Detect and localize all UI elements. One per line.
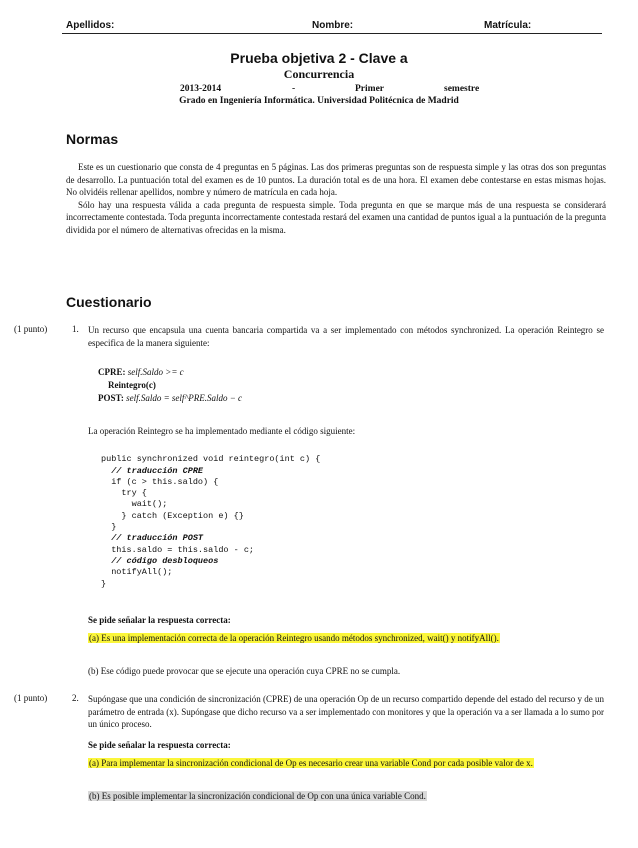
q1-post-expr: self.Saldo = self^PRE.Saldo − c [126, 393, 243, 403]
q1-cpre [98, 366, 184, 379]
q1-option-b[interactable] [88, 665, 604, 678]
q1-cpre-label: CPRE: [98, 367, 126, 377]
header-rule [62, 33, 602, 34]
q2-option-a[interactable] [88, 757, 604, 770]
q1-option-a[interactable] [88, 632, 604, 645]
q1-points: (1 punto) [14, 324, 48, 334]
academic-year: 2013-2014 [180, 84, 222, 94]
normas-paragraph-2: Sólo hay una respuesta válida a cada pregunta de respuesta simple. Toda pregunta en que se marque más de una respuesta se considerará incorrectamente contestada. Toda pregunta incorrectamente contestada restará del examen una cantidad de puntos igual a la puntuación de la pregunta dividida por el número de alternativas ofrecidas en la misma. [66, 199, 606, 235]
code-line: try { [101, 488, 147, 499]
q1-option-b-text: (b) Ese código puede provocar que se ejecute una operación cuya CPRE no se cumpla. [88, 666, 401, 676]
q1-option-a-text: (a) Es una implementación correcta de la operación Reintegro usando métodos synchronized, wait() y notifyAll(). [89, 633, 499, 643]
meta-primer: Primer [355, 84, 385, 94]
q2-option-b-text: (b) Es posible implementar la sincronización condicional de Op con una única variable Cond. [89, 791, 426, 801]
code-line: } catch (Exception e) {} [101, 510, 244, 521]
normas-heading: Normas [66, 131, 119, 147]
q1-post-label: POST: [98, 393, 124, 403]
code-line: if (c > this.saldo) { [101, 476, 219, 487]
q2-points: (1 punto) [14, 693, 48, 703]
q1-se-pide: Se pide señalar la respuesta correcta: [88, 615, 231, 625]
q2-option-b[interactable] [88, 790, 604, 803]
code-line: } [101, 522, 117, 533]
q1-operation: Reintegro(c) [108, 380, 156, 390]
q1-number: 1. [72, 324, 79, 334]
q1-code-block [101, 443, 320, 601]
q2-number: 2. [72, 693, 79, 703]
code-line: // traducción CPRE [101, 465, 204, 476]
meta-semestre: semestre [444, 84, 480, 94]
code-line: wait(); [101, 499, 168, 510]
cuestionario-heading: Cuestionario [66, 294, 152, 310]
meta-dash: - [292, 84, 296, 94]
q1-impl-text: La operación Reintegro se ha implementado mediante el código siguiente: [88, 426, 356, 436]
page-title: Prueba objetiva 2 - Clave a [230, 50, 408, 66]
degree-line: Grado en Ingeniería Informática. Universidad Politécnica de Madrid [179, 96, 459, 106]
normas-paragraph-1: Este es un cuestionario que consta de 4 preguntas en 5 páginas. Las dos primeras preguntas son de respuesta simple y las otras dos son preguntas de desarrollo. La puntuación total del examen es de 10 puntos. La duración total es de una hora. El examen debe contestarse en estas mismas hojas. No olvidéis rellenar apellidos, nombre y número de matrícula en cada hoja. [66, 162, 606, 198]
code-line: // código desbloqueos [101, 555, 219, 566]
page-subtitle: Concurrencia [283, 67, 355, 81]
code-line: notifyAll(); [101, 567, 173, 578]
q2-text: Supóngase que una condición de sincronización (CPRE) de una operación Op de un recurso compartido depende del estado del recurso y de un parámetro de entrada (x). Supóngase que dicho recurso va a ser implementado con monitores y que la operación va a ser llamada a lo sumo por un único proceso. [88, 694, 604, 730]
matricula-label: Matrícula: [484, 20, 532, 31]
code-line: this.saldo = this.saldo - c; [101, 544, 255, 555]
code-line: public synchronized void reintegro(int c) { [101, 454, 321, 465]
q1-post [98, 392, 242, 405]
code-line: // traducción POST [101, 533, 204, 544]
normas-text [66, 161, 606, 237]
apellidos-label: Apellidos: [66, 20, 115, 31]
q2-se-pide: Se pide señalar la respuesta correcta: [88, 740, 231, 750]
code-line: } [101, 578, 107, 589]
q1-text: Un recurso que encapsula una cuenta bancaria compartida va a ser implementado con métodos synchronized. La operación Reintegro se especifica de la manera siguiente: [88, 325, 604, 348]
q2-option-a-text: (a) Para implementar la sincronización condicional de Op es necesario crear una variable Cond por cada posible valor de x. [89, 758, 533, 768]
q1-cpre-expr: self.Saldo >= c [127, 367, 184, 377]
nombre-label: Nombre: [312, 20, 354, 31]
